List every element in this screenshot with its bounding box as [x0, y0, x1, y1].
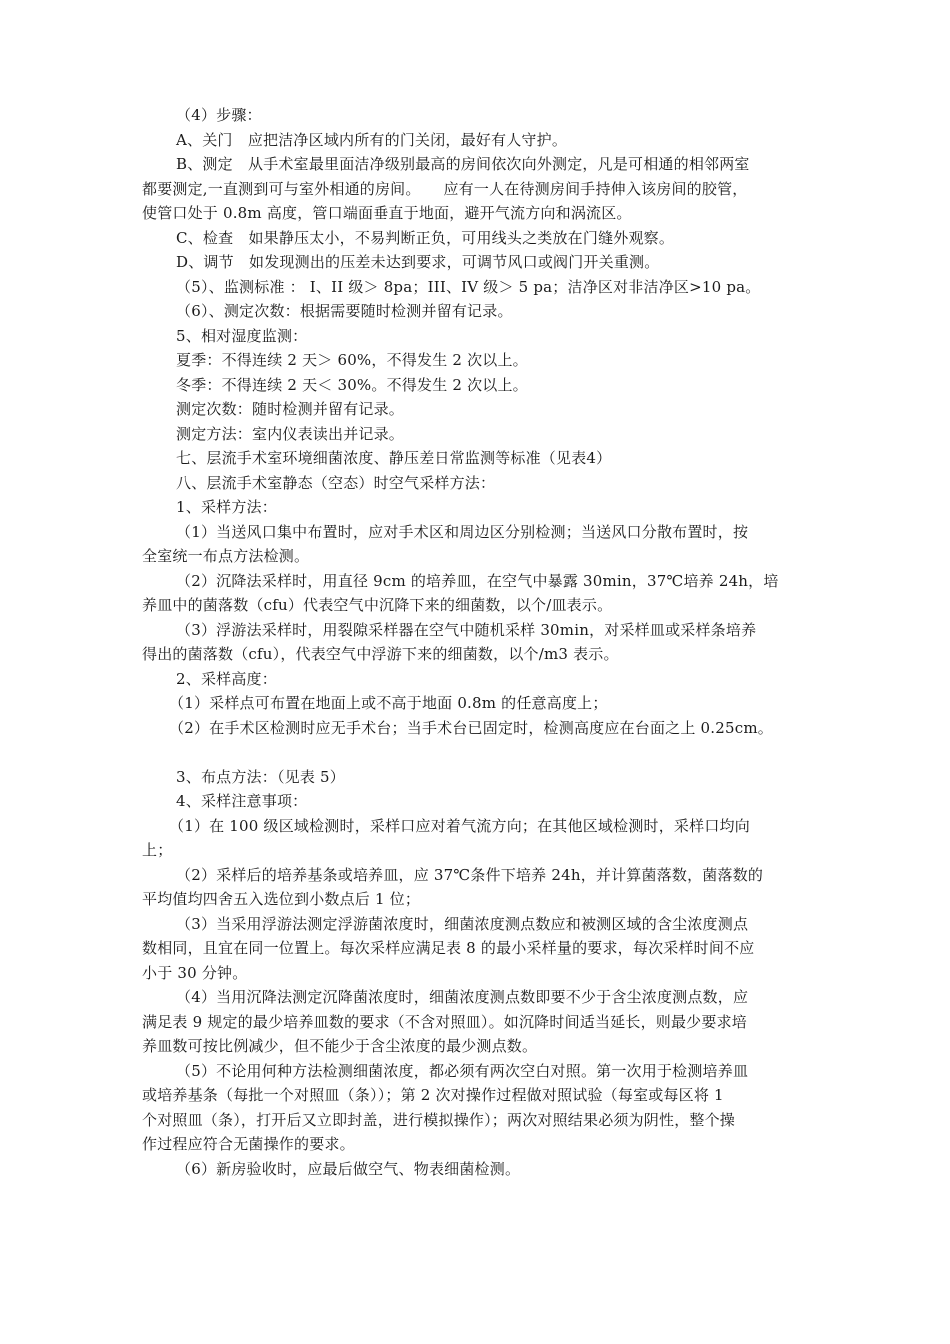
paragraph-line: 八、层流手术室静态（空态）时空气采样方法： [176, 473, 496, 492]
paragraph-line: 平均值均四舍五入选位到小数点后 1 位； [142, 890, 421, 908]
paragraph-line: 冬季：不得连续 2 天＜ 30%。不得发生 2 次以上。 [176, 375, 528, 394]
paragraph-line: 2、采样高度： [176, 669, 277, 688]
paragraph-line: 测定次数：随时检测并留有记录。 [176, 400, 405, 418]
paragraph-line: （1）采样点可布置在地面上或不高于地面 0.8m 的任意高度上； [169, 694, 608, 712]
paragraph-line: 5、相对湿度监测： [176, 326, 308, 345]
paragraph-line: A、关门 应把洁净区域内所有的门关闭，最好有人守护。 [176, 130, 568, 149]
paragraph-line: （5）、监测标准 ： I、II 级＞ 8pa；III、IV 级＞ 5 pa；洁净区对非洁净区>10 pa。 [176, 277, 761, 296]
paragraph-line: B、测定 从手术室最里面洁净级别最高的房间依次向外测定，凡是可相通的相邻两室 [176, 155, 750, 173]
paragraph-line: （2）采样后的培养基条或培养皿，应 37℃条件下培养 24h，并计算菌落数，菌落数的 [176, 865, 764, 884]
paragraph-line: （3）浮游法采样时，用裂隙采样器在空气中随机采样 30min，对采样皿或采样条培养 [176, 620, 757, 639]
paragraph-line: C、检查 如果静压太小，不易判断正负，可用线头之类放在门缝外观察。 [176, 228, 675, 247]
paragraph-line: （4）步骤： [176, 106, 262, 124]
paragraph-line: （2）在手术区检测时应无手术台；当手术台已固定时，检测高度应在台面之上 0.25cm。 [169, 718, 773, 737]
paragraph-line: 小于 30 分钟。 [142, 963, 248, 982]
paragraph-line: 得出的菌落数（cfu），代表空气中浮游下来的细菌数，以个/m3 表示。 [142, 645, 619, 663]
paragraph-line: 1、采样方法： [176, 498, 277, 516]
paragraph-line: 3、布点方法：（见表 5） [176, 767, 345, 786]
paragraph-line: （1）当送风口集中布置时，应对手术区和周边区分别检测；当送风口分散布置时，按 [176, 522, 749, 541]
paragraph-line: 测定方法：室内仪表读出并记录。 [176, 424, 405, 443]
paragraph-line: 七、层流手术室环境细菌浓度、静压差日常监测等标准（见表4） [176, 449, 612, 467]
paragraph-line: （6）新房验收时，应最后做空气、物表细菌检测。 [176, 1159, 521, 1178]
paragraph-line: 夏季：不得连续 2 天＞ 60%，不得发生 2 次以上。 [176, 351, 528, 369]
paragraph-line: 满足表 9 规定的最少培养皿数的要求（不含对照皿）。如沉降时间适当延长，则最少要求培 [142, 1012, 747, 1031]
paragraph-line: 养皿中的菌落数（cfu）代表空气中沉降下来的细菌数，以个/皿表示。 [142, 596, 613, 614]
paragraph-line: （4）当用沉降法测定沉降菌浓度时，细菌浓度测点数即要不少于含尘浓度测点数，应 [176, 988, 749, 1006]
paragraph-line: （3）当采用浮游法测定浮游菌浓度时，细菌浓度测点数应和被测区域的含尘浓度测点 [176, 914, 749, 933]
paragraph-line: 都要测定,一直测到可与室外相通的房间。 应有一人在待测房间手持伸入该房间的胶管， [142, 179, 748, 198]
paragraph-line: 上； [142, 841, 173, 859]
paragraph-line: 全室统一布点方法检测。 [142, 547, 310, 565]
paragraph-line: 个对照皿（条），打开后又立即封盖，进行模拟操作）；两次对照结果必须为阴性，整个操 [142, 1110, 736, 1129]
paragraph-line: 数相同，且宜在同一位置上。每次采样应满足表 8 的最小采样量的要求，每次采样时间不应 [142, 939, 755, 957]
paragraph-line: （6）、测定次数：根据需要随时检测并留有记录。 [176, 302, 513, 320]
paragraph-line: 4、采样注意事项： [176, 792, 308, 810]
paragraph-line: 或培养基条（每批一个对照皿（条））；第 2 次对操作过程做对照试验（每室或每区将 1 [142, 1086, 724, 1104]
paragraph-line: 养皿数可按比例减少，但不能少于含尘浓度的最少测点数。 [142, 1037, 538, 1055]
paragraph-line: 作过程应符合无菌操作的要求。 [142, 1135, 355, 1153]
document-body [142, 103, 810, 1181]
paragraph-line: 使管口处于 0.8m 高度，管口端面垂直于地面，避开气流方向和涡流区。 [142, 204, 632, 222]
paragraph-line: （1）在 100 级区域检测时，采样口应对着气流方向；在其他区域检测时，采样口均向 [169, 816, 750, 835]
paragraph-line: D、调节 如发现测出的压差未达到要求，可调节风口或阀门开关重测。 [176, 253, 660, 271]
blank-line [142, 740, 810, 765]
paragraph-line: （2）沉降法采样时，用直径 9cm 的培养皿，在空气中暴露 30min，37℃培养 24h，培 [176, 571, 779, 590]
paragraph-line: （5）不论用何种方法检测细菌浓度，都必须有两次空白对照。第一次用于检测培养皿 [176, 1061, 749, 1080]
